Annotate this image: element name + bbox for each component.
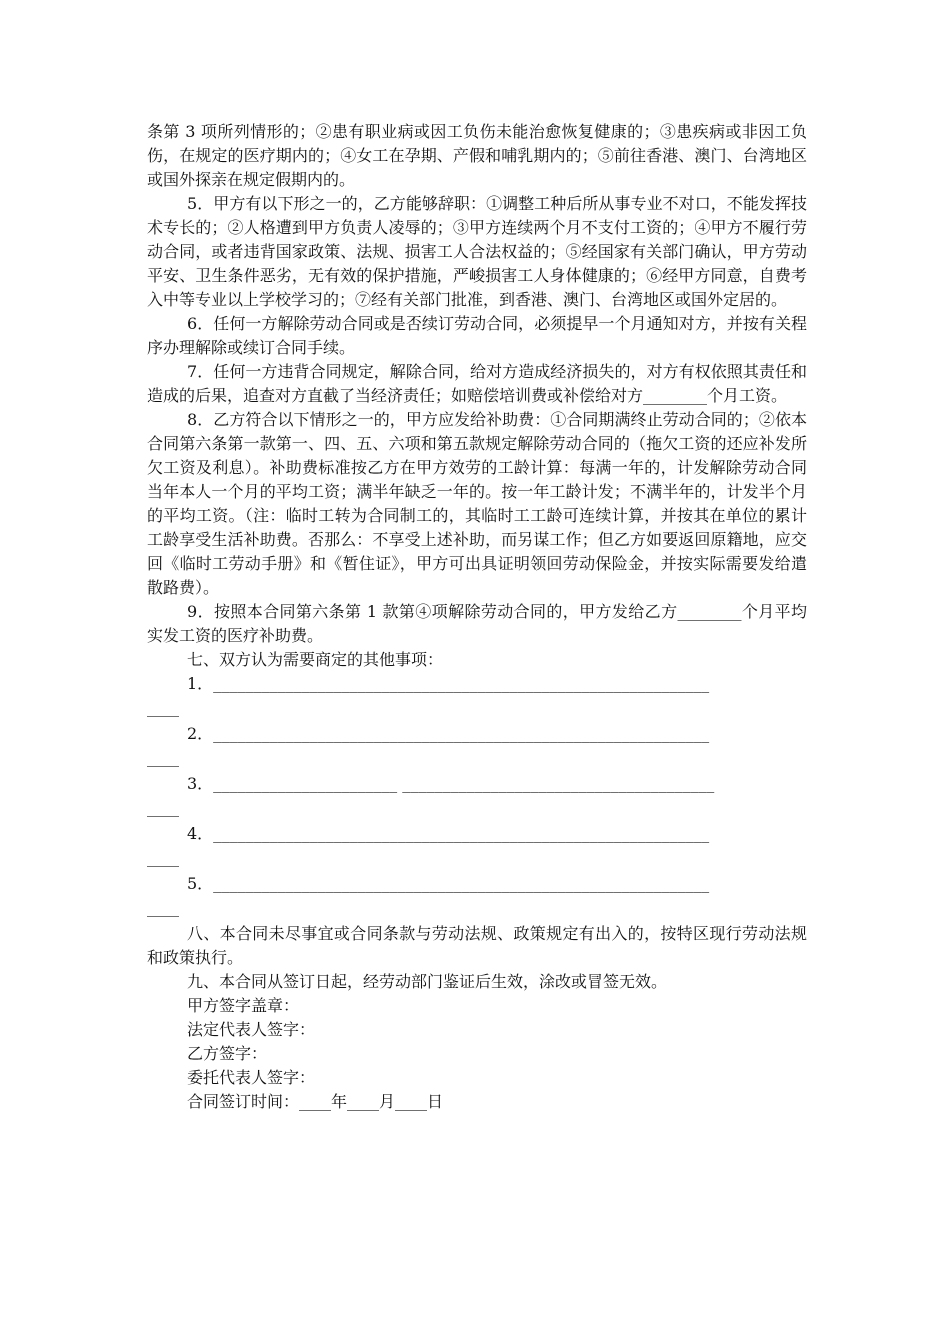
blank-line-4-tail: ____	[147, 848, 179, 867]
party-b-signature: 乙方签字：	[187, 1044, 268, 1063]
blank-line-2-tail: ____	[147, 748, 179, 767]
paragraph-6: 6．任何一方解除劳动合同或是否续订劳动合同，必须提早一个月通知对方，并按有关程序办理解除或续订合同手续。	[147, 314, 807, 357]
paragraph-9: 9．按照本合同第六条第 1 款第④项解除劳动合同的，甲方发给乙方________个月平均实发工资的医疗补助费。	[147, 602, 807, 645]
paragraph-8: 8．乙方符合以下情形之一的，甲方应发给补助费：①合同期满终止劳动合同的；②依本合同第六条第一款第一、四、五、六项和第五款规定解除劳动合同的（拖欠工资的还应补发所欠工资及利息）。补助费标准按乙方在甲方效劳的工龄计算：每满一年的，计发解除劳动合同当年本人一个月的平均工资；满半年缺乏一年的。按一年工龄计发；不满半年的，计发半个月的平均工资。（注：临时工转为合同制工的，其临时工工龄可连续计算，并按其在单位的累计工龄享受生活补助费。否那么：不享受上述补助，而另谋工作；但乙方如要返回原籍地，应交回《临时工劳动手册》和《暂住证》，甲方可出具证明领回劳动保险金，并按实际需要发给遣散路费）。	[147, 410, 807, 597]
blank-line-1: 1．______________________________________________________________	[187, 674, 710, 693]
section-8: 八、本合同未尽事宜或合同条款与劳动法规、政策规定有出入的，按特区现行劳动法规和政策执行。	[147, 924, 807, 967]
blank-line-4: 4．______________________________________________________________	[187, 824, 710, 843]
blank-line-2: 2．______________________________________________________________	[187, 724, 710, 743]
blank-line-5: 5．______________________________________________________________	[187, 874, 710, 893]
party-a-signature: 甲方签字盖章：	[187, 996, 300, 1015]
authorized-representative-signature: 委托代表人签字：	[187, 1068, 316, 1087]
blank-line-1-tail: ____	[147, 698, 179, 717]
blank-line-5-tail: ____	[147, 898, 179, 917]
paragraph-7: 7．任何一方违背合同规定，解除合同，给对方造成经济损失的，对方有权依照其责任和造成的后果，追查对方直截了当经济责任；如赔偿培训费或补偿给对方________个月工资。	[147, 362, 807, 405]
paragraph-5: 5．甲方有以下形之一的，乙方能够辞职：①调整工种后所从事专业不对口，不能发挥技术专长的；②人格遭到甲方负责人凌辱的；③甲方连续两个月不支付工资的；④甲方不履行劳动合同，或者违背国家政策、法规、损害工人合法权益的；⑤经国家有关部门确认，甲方劳动平安、卫生条件恶劣，无有效的保护措施，严峻损害工人身体健康的；⑥经甲方同意，自费考入中等专业以上学校学习的；⑦经有关部门批准，到香港、澳门、台湾地区或国外定居的。	[147, 194, 807, 309]
blank-line-3: 3．_______________________ _______________________________________	[187, 774, 715, 793]
section-9: 九、本合同从签订日起，经劳动部门鉴证后生效，涂改或冒签无效。	[187, 972, 668, 991]
document-page	[147, 120, 807, 1114]
contract-signing-date: 合同签订时间：____年____月____日	[187, 1092, 444, 1111]
section-7-heading: 七、双方认为需要商定的其他事项：	[187, 650, 444, 669]
blank-line-3-tail: ____	[147, 798, 179, 817]
paragraph-continuation: 条第 3 项所列情形的；②患有职业病或因工负伤未能治愈恢复健康的；③患疾病或非因工负伤，在规定的医疗期内的；④女工在孕期、产假和哺乳期内的；⑤前往香港、澳门、台湾地区或国外探亲在规定假期内的。	[147, 122, 807, 189]
legal-representative-signature: 法定代表人签字：	[187, 1020, 316, 1039]
